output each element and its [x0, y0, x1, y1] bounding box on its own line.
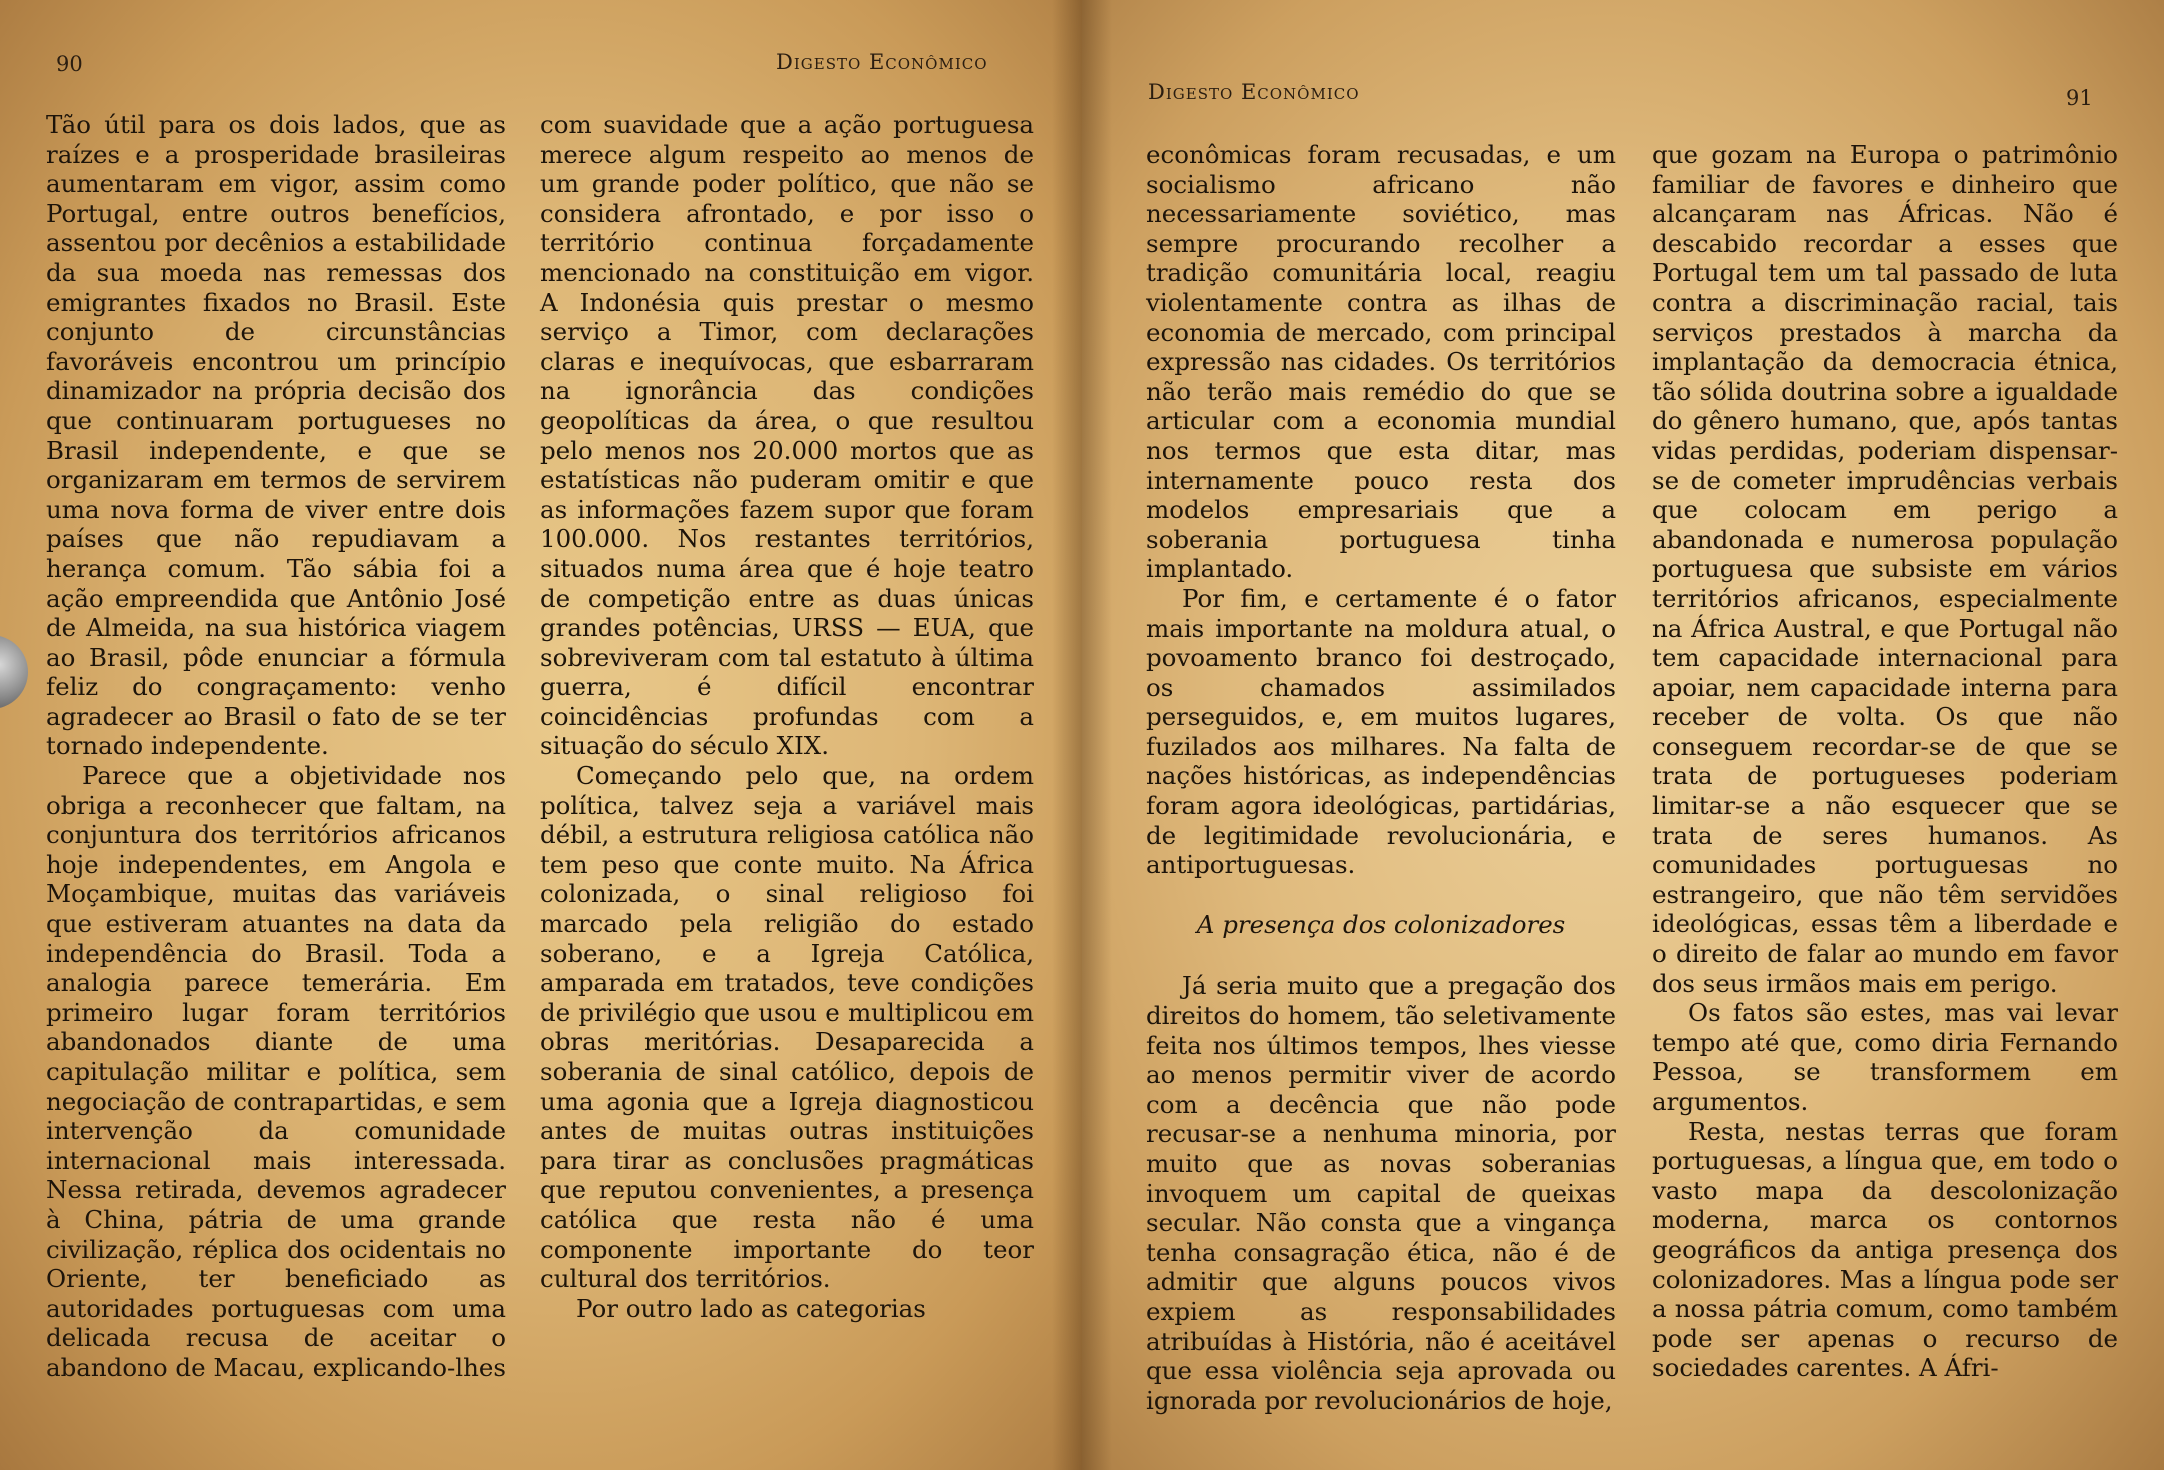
- paragraph: com suavidade que a ação portuguesa merece algum respeito ao menos de um grande poder político, que não se considera afrontado, e por isso o território continua forçadamente mencionado na constituição em vigor. A Indonésia quis prestar o mesmo serviço a Timor, com declarações claras e inequívocas, que esbarraram na ignorância das condições geopolíticas da área, o que resultou pelo menos nos 20.000 mortos que as estatísticas não puderam omitir e que as informações fazem supor que foram 100.000. Nos restantes territórios, situados numa área que é hoje teatro de competição entre as duas únicas grandes potências, URSS — EUA, que sobreviveram com tal estatuto à última guerra, é difícil encontrar coincidências profundas com a situação do século XIX.: [540, 110, 1034, 761]
- left-column-2: [540, 110, 1034, 1323]
- section-title: A presença dos colonizadores: [1196, 909, 1566, 939]
- paragraph: que gozam na Europa o patrimônio familiar de favores e dinheiro que alcançaram nas Áfricas. Não é descabido recordar a esses que Portugal tem um tal passado de luta contra a discriminação racial, tais serviços prestados à marcha da implantação da democracia étnica, tão sólida doutrina sobre a igualdade do gênero humano, que, após tantas vidas perdidas, poderiam dispensar-se de cometer imprudências verbais que colocam em perigo a abandonada e numerosa população portuguesa que subsiste em vários territórios africanos, especialmente na África Austral, e que Portugal não tem capacidade internacional para apoiar, nem capacidade interna para receber de volta. Os que não conseguem recordar-se de que se trata de portugueses poderiam limitar-se a não esquecer que se trata de seres humanos. As comunidades portuguesas no estrangeiro, que não têm servidões ideológicas, essas têm a liberdade e o direito de falar ao mundo em favor dos seus irmãos mais em perigo.: [1652, 140, 2118, 998]
- page-number-left: 90: [56, 52, 83, 76]
- paragraph: Por fim, e certamente é o fator mais importante na moldura atual, o povoamento branco foi destroçado, os chamados assimilados perseguidos, e, em muitos lugares, fuzilados aos milhares. Na falta de nações históricas, as independências foram agora ideológicas, partidárias, de legitimidade revolucionária, e antiportuguesas.: [1146, 583, 1616, 880]
- book-gutter: [1052, 0, 1112, 1470]
- metal-clip: [0, 635, 28, 709]
- paragraph: Começando pelo que, na ordem política, talvez seja a variável mais débil, a estrutura religiosa católica não tem peso que conte muito. Na África colonizada, o sinal religioso foi marcado pela religião do estado soberano, e a Igreja Católica, amparada em tratados, teve condições de privilégio que usou e multiplicou em obras meritórias. Desaparecida a soberania de sinal católico, depois de uma agonia que a Igreja diagnosticou antes de muitas outras instituições para tirar as conclusões pragmáticas que reputou convenientes, a presença católica que resta não é uma componente importante do teor cultural dos territórios.: [540, 761, 1034, 1294]
- paragraph: Resta, nestas terras que foram portuguesas, a língua que, em todo o vasto mapa da descolonização moderna, marca os contornos geográficos da antiga presença dos colonizadores. Mas a língua pode ser a nossa pátria comum, como também pode ser apenas o recurso de sociedades carentes. A Áfri-: [1652, 1116, 2118, 1383]
- right-page: [1082, 0, 2164, 1470]
- paragraph: Por outro lado as categorias: [576, 1293, 926, 1323]
- page-number-right: 91: [2066, 86, 2093, 110]
- paragraph: Os fatos são estes, mas vai levar tempo até que, como diria Fernando Pessoa, se transformem em argumentos.: [1652, 998, 2118, 1116]
- paragraph: Tão útil para os dois lados, que as raízes e a prosperidade brasileiras aumentaram em vigor, assim como Portugal, entre outros benefícios, assentou por decênios a estabilidade da sua moeda nas remessas dos emigrantes fixados no Brasil. Este conjunto de circunstâncias favoráveis encontrou um princípio dinamizador na própria decisão dos que continuaram portugueses no Brasil independente, e que se organizaram em termos de servirem uma nova forma de viver entre dois países que não repudiavam a herança comum. Tão sábia foi a ação empreendida que Antônio José de Almeida, na sua histórica viagem ao Brasil, pôde enunciar a fórmula feliz do congraçamento: venho agradecer ao Brasil o fato de se ter tornado independente.: [46, 110, 506, 761]
- left-column-1: [46, 110, 506, 1383]
- running-head-right: Digesto Econômico: [1148, 80, 1360, 104]
- running-head-left: Digesto Econômico: [776, 50, 988, 74]
- paragraph: econômicas foram recusadas, e um socialismo africano não necessariamente soviético, mas sempre procurando recolher a tradição comunitária local, reagiu violentamente contra as ilhas de economia de mercado, com principal expressão nas cidades. Os territórios não terão mais remédio do que se articular com a economia mundial nos termos que esta ditar, mas internamente pouco resta dos modelos empresariais que a soberania portuguesa tinha implantado.: [1146, 140, 1616, 584]
- right-column-2: [1652, 140, 2118, 1383]
- paragraph: Já seria muito que a pregação dos direitos do homem, tão seletivamente feita nos últimos tempos, lhes viesse ao menos permitir viver de acordo com a decência que não pode recusar-se a nenhuma minoria, por muito que as novas soberanias invoquem um capital de queixas secular. Não consta que a vingança tenha consagração ética, não é de admitir que alguns poucos vivos expiem as responsabilidades atribuídas à História, não é aceitável que essa violência seja aprovada ou ignorada por revolucionários de hoje,: [1146, 971, 1616, 1415]
- right-column-1: [1146, 140, 1616, 1415]
- paragraph: Parece que a objetividade nos obriga a reconhecer que faltam, na conjuntura dos territórios africanos hoje independentes, em Angola e Moçambique, muitas das variáveis que estiveram atuantes na data da independência do Brasil. Toda a analogia parece temerária. Em primeiro lugar foram territórios abandonados diante de uma capitulação militar e política, sem negociação de contrapartidas, e sem intervenção da comunidade internacional mais interessada. Nessa retirada, devemos agradecer à China, pátria de uma grande civilização, réplica dos ocidentais no Oriente, ter beneficiado as autoridades portuguesas com uma delicada recusa de aceitar o abandono de Macau, explicando-lhes: [46, 761, 506, 1382]
